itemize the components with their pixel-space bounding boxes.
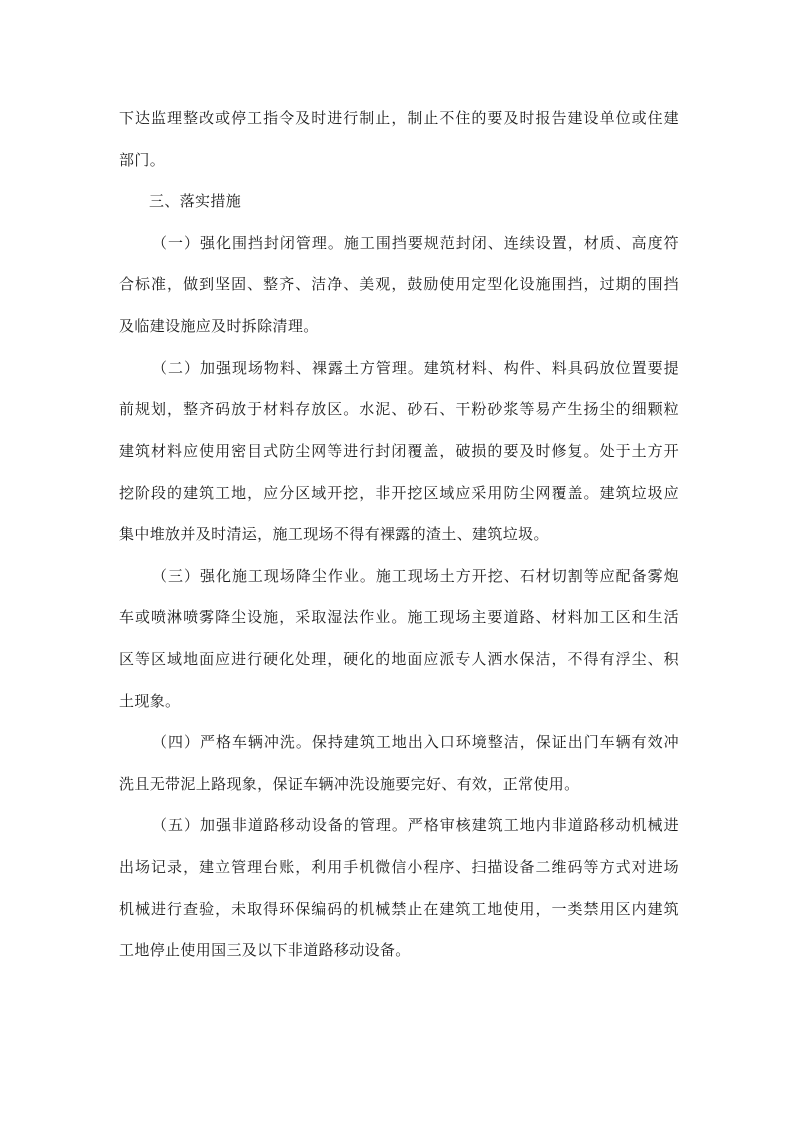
text-line: 前规划，整齐码放于材料存放区。水泥、砂石、干粉砂浆等易产生扬尘的细颗粒 — [119, 400, 679, 418]
text-line: （三）强化施工现场降尘作业。施工现场土方开挖、石材切割等应配备雾炮 — [152, 567, 679, 585]
text-line: （四）严格车辆冲洗。保持建筑工地出入口环境整洁，保证出门车辆有效冲 — [152, 733, 679, 751]
text-line: 挖阶段的建筑工地，应分区域开挖，非开挖区域应采用防尘网覆盖。建筑垃圾应 — [119, 484, 679, 502]
text-line: 出场记录，建立管理台账，利用手机微信小程序、扫描设备二维码等方式对进场 — [119, 858, 679, 876]
section-heading: 三、落实措施 — [149, 192, 242, 210]
text-line: （一）强化围挡封闭管理。施工围挡要规范封闭、连续设置，材质、高度符 — [152, 234, 679, 252]
text-line: （五）加强非道路移动设备的管理。严格审核建筑工地内非道路移动机械进 — [152, 816, 679, 834]
text-line: 区等区域地面应进行硬化处理，硬化的地面应派专人洒水保洁，不得有浮尘、积 — [119, 650, 679, 668]
text-line: （二）加强现场物料、裸露土方管理。建筑材料、构件、料具码放位置要提 — [152, 359, 679, 377]
text-line: 车或喷淋喷雾降尘设施，采取湿法作业。施工现场主要道路、材料加工区和生活 — [119, 608, 679, 626]
text-line: 建筑材料应使用密目式防尘网等进行封闭覆盖，破损的要及时修复。处于土方开 — [119, 442, 679, 460]
text-line: 部门。 — [119, 151, 166, 169]
text-line: 下达监理整改或停工指令及时进行制止，制止不住的要及时报告建设单位或住建 — [119, 109, 679, 127]
text-line: 洗且无带泥上路现象，保证车辆冲洗设施要完好、有效，正常使用。 — [119, 775, 580, 793]
text-line: 合标准，做到坚固、整齐、洁净、美观，鼓励使用定型化设施围挡，过期的围挡 — [119, 275, 679, 293]
text-line: 机械进行查验，未取得环保编码的机械禁止在建筑工地使用，一类禁用区内建筑 — [119, 900, 679, 918]
text-line: 及临建设施应及时拆除清理。 — [119, 317, 319, 335]
text-line: 工地停止使用国三及以下非道路移动设备。 — [119, 941, 411, 959]
text-line: 土现象。 — [119, 692, 181, 710]
text-line: 集中堆放并及时清运，施工现场不得有裸露的渣土、建筑垃圾。 — [119, 525, 549, 543]
